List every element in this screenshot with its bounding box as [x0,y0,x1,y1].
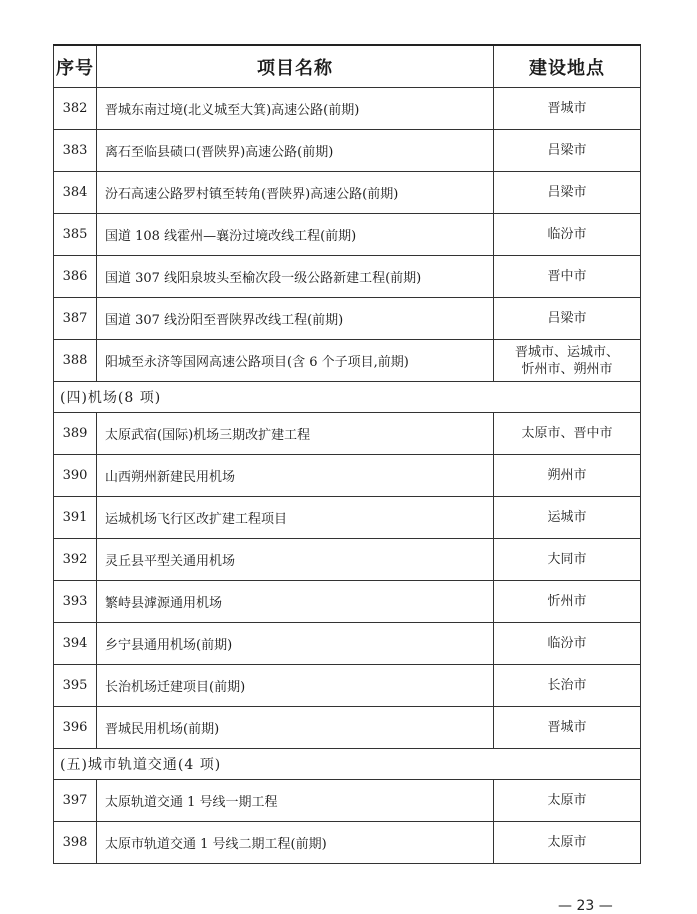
project-location-line: 忻州市、朔州市 [521,361,613,377]
project-location-line: 晋城市、运城市、 [514,344,619,360]
project-name: 繁峙县滹源通用机场 [97,581,494,623]
table-row [54,822,641,864]
row-number: 382 [54,88,97,130]
table-row [54,130,641,172]
table-row [54,413,641,455]
project-name: 国道 307 线汾阳至晋陕界改线工程(前期) [97,298,494,340]
row-number: 392 [54,539,97,581]
project-name: 乡宁县通用机场(前期) [97,623,494,665]
section-heading-row [54,382,641,413]
project-location: 临汾市 [494,214,641,256]
table-row [54,707,641,749]
header-location: 建设地点 [494,45,641,88]
project-name: 汾石高速公路罗村镇至转角(晋陕界)高速公路(前期) [97,172,494,214]
project-location: 长治市 [494,665,641,707]
project-location: 晋城市 [494,88,641,130]
project-name: 太原武宿(国际)机场三期改扩建工程 [97,413,494,455]
project-name: 太原市轨道交通 1 号线二期工程(前期) [97,822,494,864]
row-number: 397 [54,780,97,822]
project-name: 山西朔州新建民用机场 [97,455,494,497]
header-serial-number: 序号 [54,45,97,88]
project-name: 运城机场飞行区改扩建工程项目 [97,497,494,539]
project-name: 长治机场迁建项目(前期) [97,665,494,707]
project-location: 晋中市 [494,256,641,298]
page-number: — 23 — [558,898,613,914]
row-number: 385 [54,214,97,256]
header-project-name: 项目名称 [97,45,494,88]
table-row [54,497,641,539]
table-row [54,665,641,707]
section-heading-airports: (四)机场(8 项) [54,382,641,413]
table-row [54,581,641,623]
project-location: 吕梁市 [494,172,641,214]
table-row [54,172,641,214]
table-row [54,780,641,822]
table-header-row [54,45,641,88]
table-row [54,214,641,256]
project-location: 吕梁市 [494,130,641,172]
project-location: 太原市 [494,822,641,864]
row-number: 387 [54,298,97,340]
table-row [54,455,641,497]
project-location: 吕梁市 [494,298,641,340]
section-heading-row [54,749,641,780]
row-number: 391 [54,497,97,539]
row-number: 396 [54,707,97,749]
project-location: 太原市、晋中市 [494,413,641,455]
row-number: 390 [54,455,97,497]
project-location: 临汾市 [494,623,641,665]
table-row [54,340,641,382]
project-location: 忻州市 [494,581,641,623]
project-location: 大同市 [494,539,641,581]
project-name: 晋城民用机场(前期) [97,707,494,749]
project-location: 运城市 [494,497,641,539]
project-table [53,44,641,864]
project-name: 国道 307 线阳泉坡头至榆次段一级公路新建工程(前期) [97,256,494,298]
project-location: 晋城市 [494,707,641,749]
table-row [54,298,641,340]
row-number: 388 [54,340,97,382]
row-number: 398 [54,822,97,864]
project-name: 国道 108 线霍州—襄汾过境改线工程(前期) [97,214,494,256]
table-row [54,539,641,581]
project-name: 离石至临县碛口(晋陕界)高速公路(前期) [97,130,494,172]
row-number: 395 [54,665,97,707]
row-number: 384 [54,172,97,214]
project-location: 朔州市 [494,455,641,497]
row-number: 383 [54,130,97,172]
table-row [54,256,641,298]
table-row [54,88,641,130]
project-location: 太原市 [494,780,641,822]
row-number: 394 [54,623,97,665]
project-name: 阳城至永济等国网高速公路项目(含 6 个子项目,前期) [97,340,494,382]
project-name: 灵丘县平型关通用机场 [97,539,494,581]
row-number: 393 [54,581,97,623]
row-number: 386 [54,256,97,298]
row-number: 389 [54,413,97,455]
project-location [494,340,641,382]
project-name: 晋城东南过境(北义城至大箕)高速公路(前期) [97,88,494,130]
project-name: 太原轨道交通 1 号线一期工程 [97,780,494,822]
table-row [54,623,641,665]
section-heading-rail-transit: (五)城市轨道交通(4 项) [54,749,641,780]
